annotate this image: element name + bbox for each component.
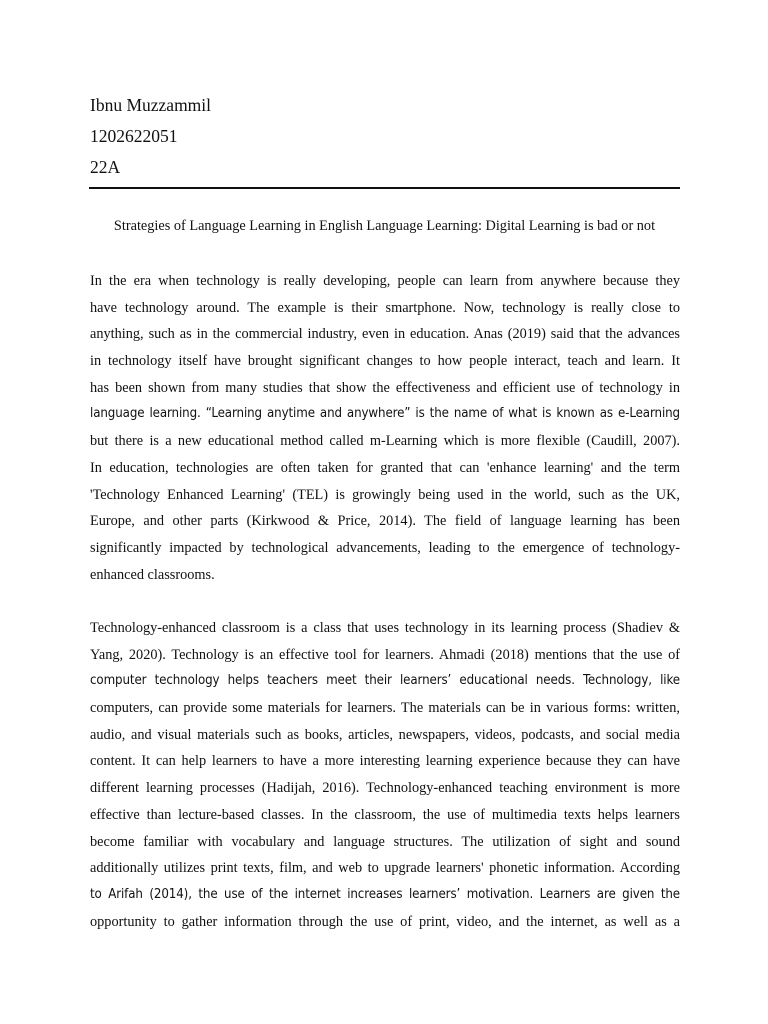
student-id: 1202622051: [90, 126, 178, 146]
text-line: 'Technology Enhanced Learning' (TEL) is growingly being used in the world, such as the UK,: [90, 486, 680, 503]
text-line: significantly impacted by technological advancements, leading to the emergence of technology-: [90, 539, 680, 556]
essay-title: Strategies of Language Learning in English Language Learning: Digital Learning is bad or not: [113, 218, 656, 234]
text-line: audio, and visual materials such as books, articles, newspapers, videos, podcasts, and social media: [90, 726, 680, 743]
text-line: In education, technologies are often taken for granted that can 'enhance learning' and the term: [90, 459, 680, 476]
text-line: In the era when technology is really developing, people can learn from anywhere because they: [90, 273, 680, 289]
text-line: Yang, 2020). Technology is an effective tool for learners. Ahmadi (2018) mentions that the use of: [90, 646, 680, 663]
author-header: [90, 90, 690, 183]
text-line: content. It can help learners to have a more interesting learning experience because they can have: [90, 753, 680, 770]
text-line: but there is a new educational method called m-Learning which is more flexible (Caudill, 2007).: [90, 433, 680, 450]
class-code: 22A: [90, 157, 121, 177]
text-line: computers, can provide some materials for learners. The materials can be in various forms: written,: [90, 700, 680, 717]
text-line: in technology itself have brought significant changes to how people interact, teach and learn. It: [90, 353, 680, 370]
text-line: have technology around. The example is their smartphone. Now, technology is really close to: [90, 299, 680, 316]
text-line: has been shown from many studies that show the effectiveness and efficient use of technology in: [90, 379, 680, 396]
author-name: Ibnu Muzzammil: [90, 95, 212, 115]
paragraph-1: [90, 268, 680, 588]
text-line: Technology-enhanced classroom is a class that uses technology in its learning process (Shadiev &: [90, 620, 680, 636]
text-line: opportunity to gather information through the use of print, video, and the internet, as well as a: [90, 913, 680, 930]
text-line: enhanced classrooms.: [90, 566, 215, 583]
paragraph-2: [90, 615, 680, 935]
text-line: different learning processes (Hadijah, 2016). Technology-enhanced teaching environment is more: [90, 780, 680, 797]
text-line: become familiar with vocabulary and language structures. The utilization of sight and sound: [90, 833, 680, 850]
text-line: anything, such as in the commercial industry, even in education. Anas (2019) said that the advances: [90, 326, 680, 343]
text-line: computer technology helps teachers meet their learners’ educational needs. Technology, like: [90, 673, 680, 689]
text-line: additionally utilizes print texts, film, and web to upgrade learners' phonetic information. According: [90, 860, 680, 877]
horizontal-divider: [89, 187, 680, 189]
text-line: Europe, and other parts (Kirkwood & Price, 2014). The field of language learning has been: [90, 513, 680, 530]
text-line: language learning. “Learning anytime and anywhere” is the name of what is known as e-Learning: [90, 406, 680, 422]
text-line: effective than lecture-based classes. In the classroom, the use of multimedia texts helps learners: [90, 806, 680, 823]
text-line: to Arifah (2014), the use of the internet increases learners’ motivation. Learners are given the: [90, 886, 680, 902]
